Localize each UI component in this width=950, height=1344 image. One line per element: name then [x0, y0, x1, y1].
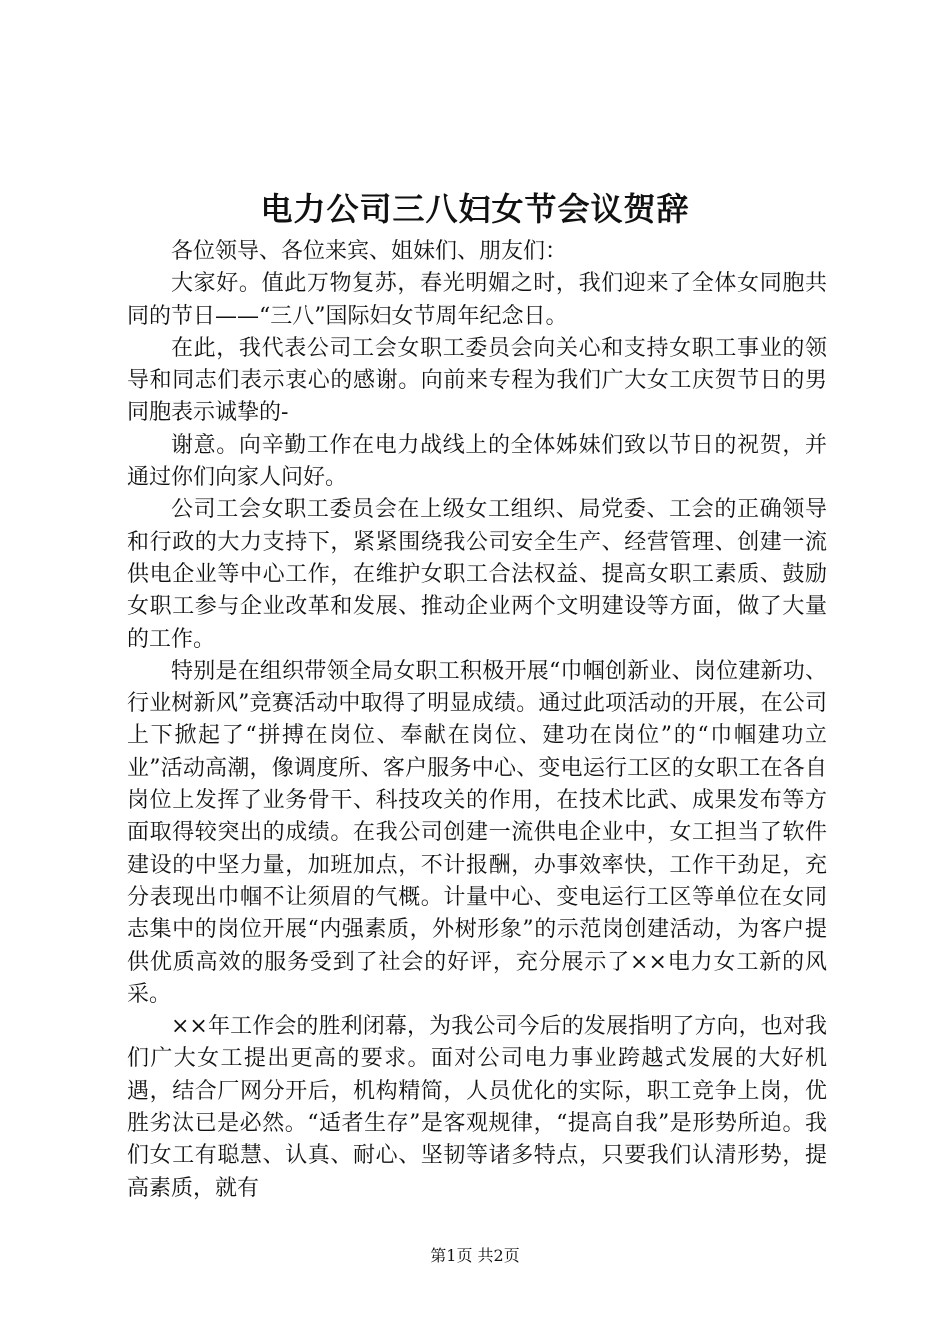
paragraph-wishes: 谢意。向辛勤工作在电力战线上的全体姊妹们致以节日的祝贺，并通过你们向家人问好。	[127, 432, 827, 491]
document-title: 电力公司三八妇女节会议贺辞	[260, 190, 690, 228]
paragraph-outlook: ××年工作会的胜利闭幕，为我公司今后的发展指明了方向，也对我们广大女工提出更高的要求。面对公司电力事业跨越式发展的大好机遇，结合厂网分开后，机构精简，人员优化的实际，职工竞争上岗，优胜劣汰已是必然。“适者生存”是客观规律，“提高自我”是形势所迫。我们女工有聪慧、认真、耐心、坚韧等诸多特点，只要我们认清形势，提高素质，就有	[127, 1014, 827, 1201]
paragraph-achievements: 特别是在组织带领全局女职工积极开展“巾帼创新业、岗位建新功、行业树新风”竞赛活动中取得了明显成绩。通过此项活动的开展，在公司上下掀起了“拼搏在岗位、奉献在岗位、建功在岗位”的“巾帼建功立业”活动高潮，像调度所、客户服务中心、变电运行工区的女职工在各自岗位上发挥了业务骨干、科技攻关的作用，在技术比武、成果发布等方面取得较突出的成绩。在我公司创建一流供电企业中，女工担当了软件建设的中坚力量，加班加点，不计报酬，办事效率快，工作干劲足，充分表现出巾帼不让须眉的气概。计量中心、变电运行工区等单位在女同志集中的岗位开展“内强素质，外树形象”的示范岗创建活动，为客户提供优质高效的服务受到了社会的好评，充分展示了××电力女工新的风采。	[127, 658, 827, 1007]
paragraph-work: 公司工会女职工委员会在上级女工组织、局党委、工会的正确领导和行政的大力支持下，紧紧围绕我公司安全生产、经营管理、创建一流供电企业等中心工作，在维护女职工合法权益、提高女职工素质、鼓励女职工参与企业改革和发展、推动企业两个文明建设等方面，做了大量的工作。	[127, 497, 827, 652]
paragraph-salutation: 各位领导、各位来宾、姐妹们、朋友们：	[171, 239, 568, 264]
paragraph-thanks: 在此，我代表公司工会女职工委员会向关心和支持女职工事业的领导和同志们表示衷心的感谢。向前来专程为我们广大女工庆贺节日的男同胞表示诚挚的-	[127, 335, 827, 426]
document-body	[127, 236, 827, 1205]
page-number-footer: 第1页 共2页	[430, 1246, 520, 1265]
paragraph-greeting: 大家好。值此万物复苏，春光明媚之时，我们迎来了全体女同胞共同的节日——“三八”国际妇女节周年纪念日。	[127, 271, 827, 329]
